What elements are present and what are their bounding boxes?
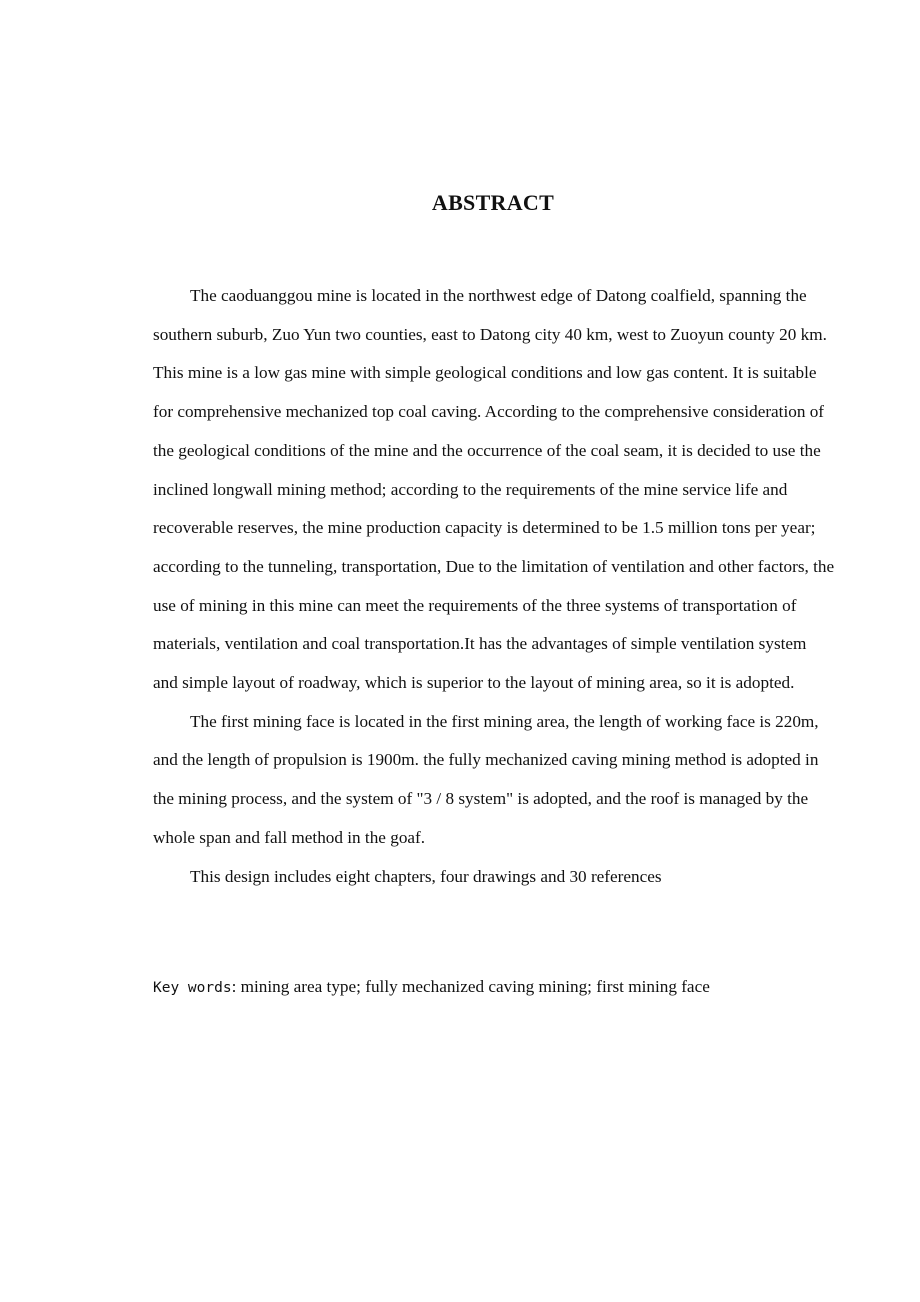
abstract-paragraph-2: The first mining face is located in the first mining area, the length of working face is 220m, and the length of propulsion is 1900m. the fully mechanized caving mining method is adopted in the mining process, and the system of "3 / 8 system" is adopted, and the roof is managed by the whole span and fall method in the goaf. — [153, 711, 819, 847]
abstract-paragraph-1: The caoduanggou mine is located in the northwest edge of Datong coalfield, spanning the southern suburb, Zuo Yun two counties, east to Datong city 40 km, west to Zuoyun county 20 km. This mine is a low gas mine with simple geological conditions and low gas content. It is suitable for comprehensive mechanized top coal caving. According to the comprehensive consideration of the geological conditions of the mine and the occurrence of the coal seam, it is decided to use the inclined longwall mining method; according to the requirements of the mine service life and recoverable reserves, the mine production capacity is determined to be 1.5 million tons per year; according to the tunneling, transportation, Due to the limitation of ventilation and other factors, the use of mining in this mine can meet the requirements of the three systems of transportation of materials, ventilation and coal transportation.It has the advantages of simple ventilation system and simple layout of roadway, which is superior to the layout of mining area, so it is adopted. — [153, 286, 835, 693]
keywords-line — [153, 975, 853, 1000]
keywords-label: Key words — [153, 980, 232, 996]
keywords-separator: : — [231, 977, 237, 996]
abstract-paragraph-3: This design includes eight chapters, four drawings and 30 references — [190, 866, 662, 886]
abstract-body — [153, 277, 835, 896]
keywords-text: mining area type; fully mechanized caving mining; first mining face — [236, 977, 710, 996]
abstract-title: ABSTRACT — [431, 190, 555, 215]
